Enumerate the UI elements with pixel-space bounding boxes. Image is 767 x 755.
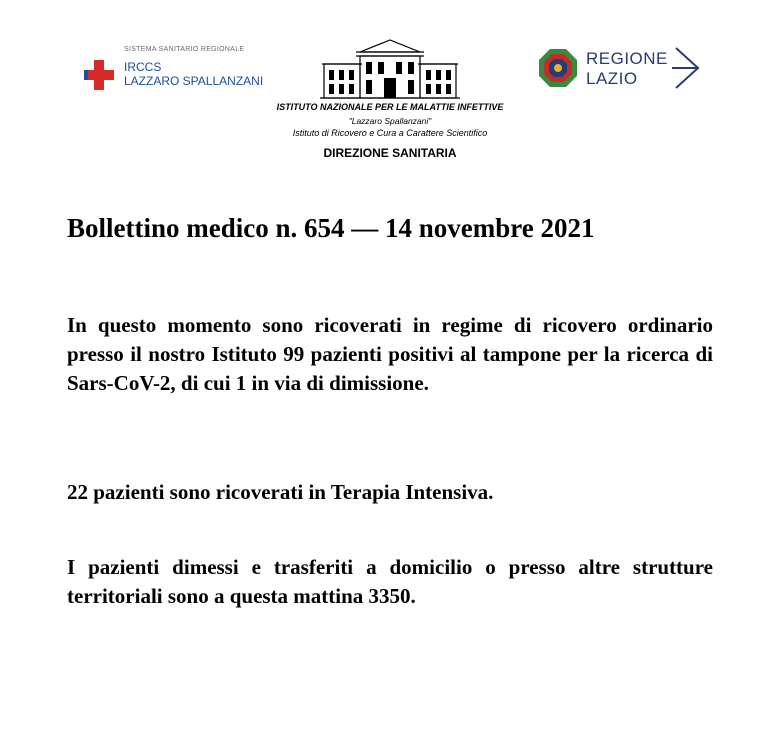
institute-name: ISTITUTO NAZIONALE PER LE MALATTIE INFETTIVE (276, 102, 504, 112)
chevron-right-icon (672, 46, 708, 90)
paragraph-intensive-care: 22 pazienti sono ricoverati in Terapia Intensiva. (67, 480, 494, 504)
region-line-2: LAZIO (586, 69, 638, 88)
lazio-emblem-icon (538, 48, 578, 88)
spallanzani-label: LAZZARO SPALLANZANI (124, 74, 264, 88)
department-name: DIREZIONE SANITARIA (323, 146, 457, 160)
institute-type: Istituto di Ricovero e Cura a Carattere Scientifico (292, 128, 488, 138)
irccs-label: IRCCS (124, 60, 162, 74)
paragraph-discharged: I pazienti dimessi e trasferiti a domicilio o presso altre strutture territoriali sono a questa mattina 3350. (67, 555, 713, 608)
regional-health-caption: SISTEMA SANITARIO REGIONALE (124, 46, 245, 53)
region-line-1: REGIONE (586, 49, 668, 68)
red-cross-icon (84, 60, 114, 90)
institute-building-icon (320, 38, 460, 100)
institute-subname: "Lazzaro Spallanzani" (348, 116, 432, 126)
bulletin-title: Bollettino medico n. 654 — 14 novembre 2021 (67, 213, 595, 243)
region-label (586, 49, 668, 89)
paragraph-hospitalized: In questo momento sono ricoverati in regime di ricovero ordinario presso il nostro Istituto 99 pazienti positivi al tampone per la ricerca di Sars-CoV-2, di cui 1 in via di dimissione. (67, 313, 713, 395)
